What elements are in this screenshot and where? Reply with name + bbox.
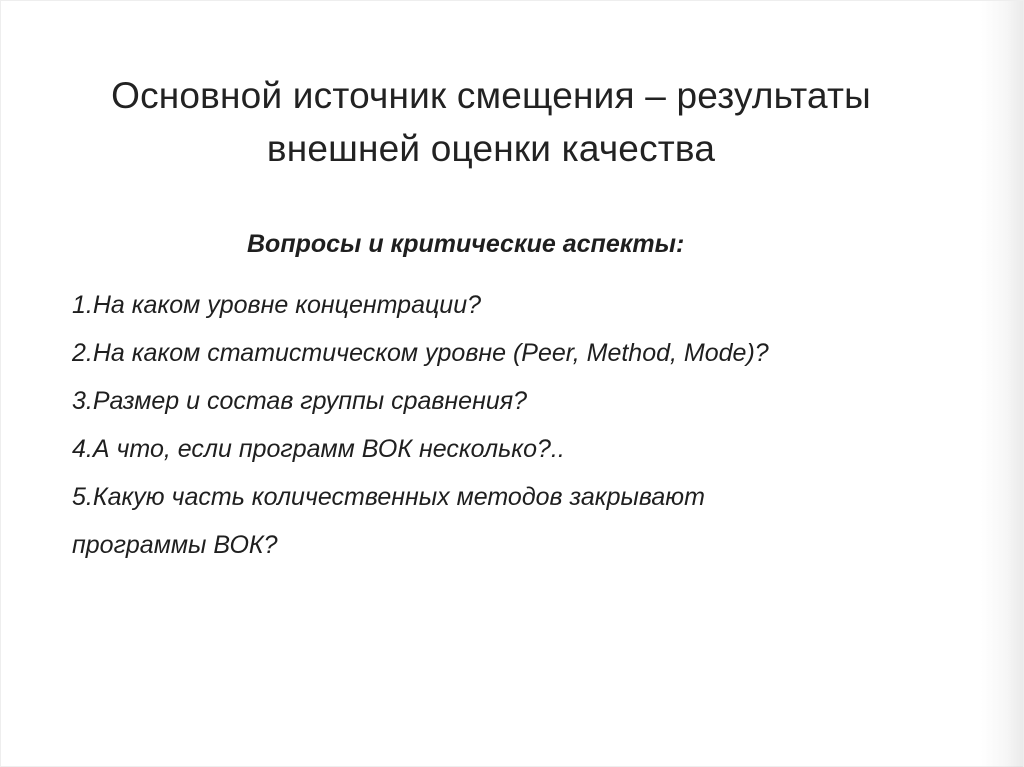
list-item-text: 5.Какую часть количественных методов закрывают [72,483,705,511]
slide-title-line-2: внешней оценки качества [266,128,716,169]
list-item: 4.А что, если программ ВОК несколько?.. [72,435,565,463]
list-item: 2.На каком статистическом уровне (Peer, Method, Mode)? [72,339,769,367]
slide-title [61,69,921,175]
list-item [72,473,972,569]
list-item: 3.Размер и состав группы сравнения? [72,387,528,415]
list-heading: Вопросы и критические аспекты: [247,230,685,258]
question-list [72,281,972,569]
slide-title-line-1: Основной источник смещения – результаты [111,75,871,116]
page-edge-shadow [981,1,1023,767]
list-item-continuation: программы ВОК? [72,531,278,559]
list-item: 1.На каком уровне концентрации? [72,291,481,319]
